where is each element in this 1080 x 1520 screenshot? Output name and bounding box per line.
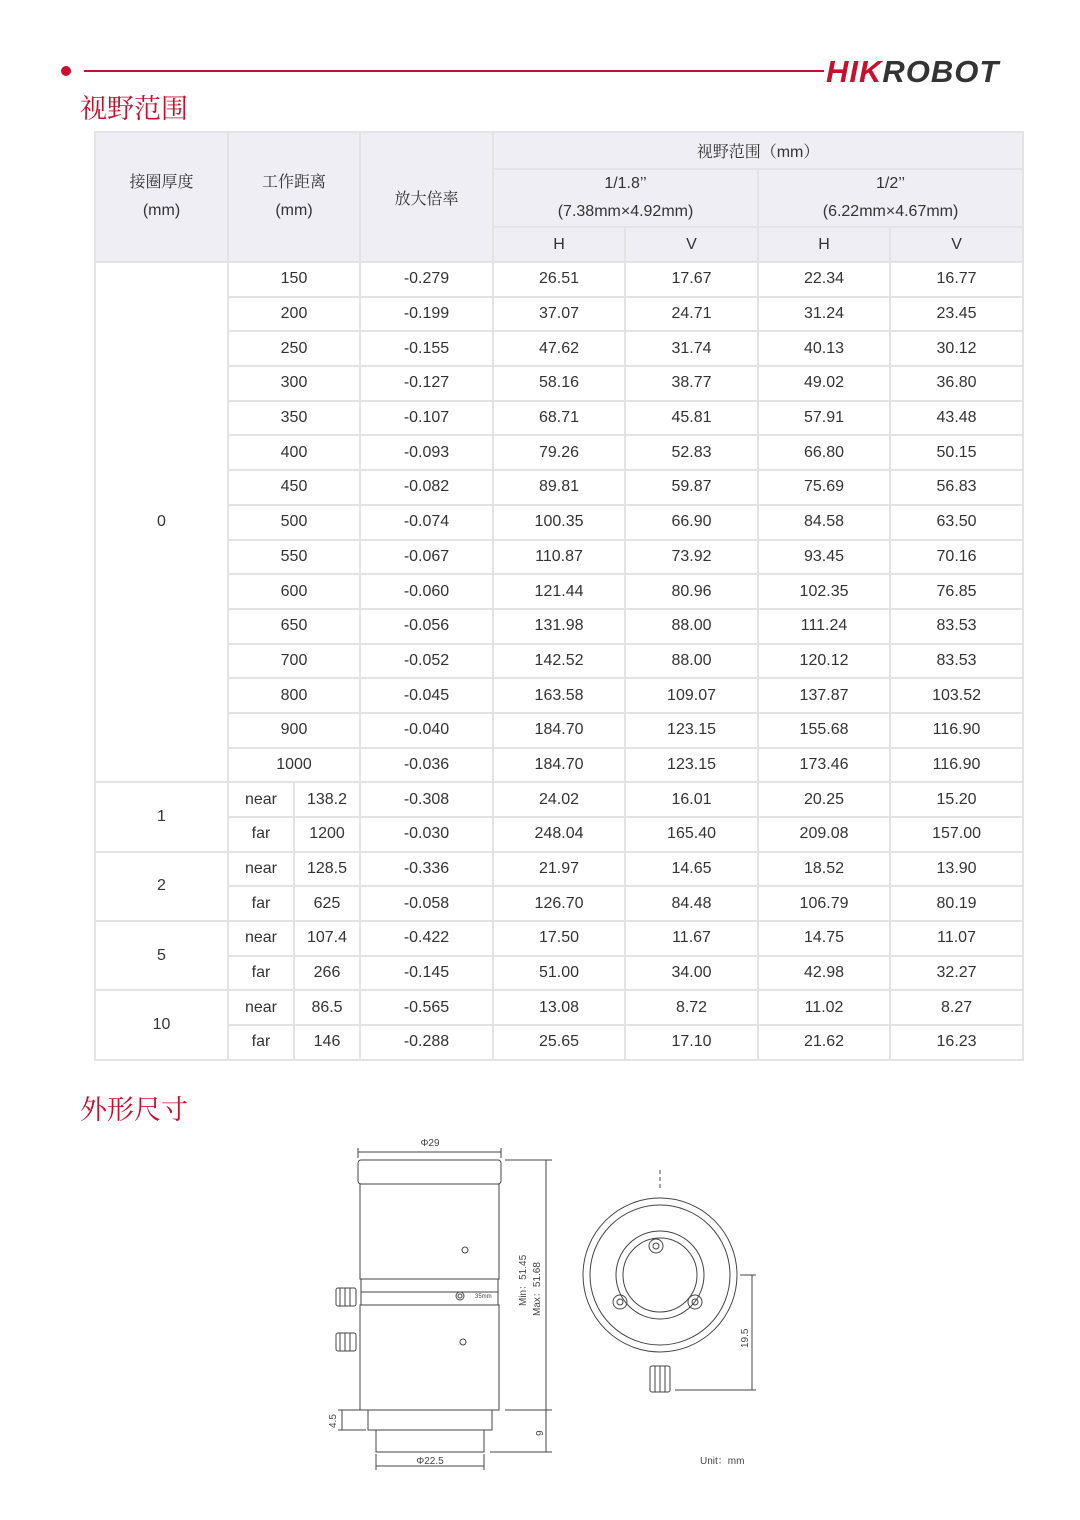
mag-cell: -0.145 — [360, 956, 493, 991]
v2-cell: 13.90 — [890, 852, 1023, 887]
v1-cell: 24.71 — [625, 297, 758, 332]
col-fov-header: 视野范围（mm） — [493, 132, 1023, 169]
v2-cell: 50.15 — [890, 435, 1023, 470]
v1-cell: 31.74 — [625, 331, 758, 366]
h2-cell: 31.24 — [758, 297, 890, 332]
v2-cell: 157.00 — [890, 817, 1023, 852]
h2-cell: 14.75 — [758, 921, 890, 956]
unit-label: Unit：mm — [700, 1456, 745, 1467]
mag-cell: -0.067 — [360, 540, 493, 575]
h2-cell: 111.24 — [758, 609, 890, 644]
h2-cell: 93.45 — [758, 540, 890, 575]
h2-cell: 22.34 — [758, 262, 890, 297]
position-cell: near — [228, 852, 294, 887]
spacer-cell: 5 — [95, 921, 228, 990]
h2-cell: 21.62 — [758, 1025, 890, 1060]
wd-cell: 138.2 — [294, 782, 360, 817]
h1-cell: 248.04 — [493, 817, 625, 852]
table-row — [95, 748, 1023, 783]
position-cell: far — [228, 886, 294, 921]
h1-cell: 110.87 — [493, 540, 625, 575]
mag-cell: -0.060 — [360, 574, 493, 609]
wd-cell: 146 — [294, 1025, 360, 1060]
h1-cell: 37.07 — [493, 297, 625, 332]
wd-cell: 600 — [228, 574, 360, 609]
dia-bottom-label: Φ22.5 — [416, 1456, 444, 1467]
wd-cell: 650 — [228, 609, 360, 644]
table-row — [95, 921, 1023, 956]
h1-cell: 184.70 — [493, 713, 625, 748]
h1-cell: 26.51 — [493, 262, 625, 297]
table-row — [95, 956, 1023, 991]
v2-cell: 23.45 — [890, 297, 1023, 332]
table-row — [95, 366, 1023, 401]
h1-cell: 184.70 — [493, 748, 625, 783]
v2-cell: 15.20 — [890, 782, 1023, 817]
h2-cell: 84.58 — [758, 505, 890, 540]
dimension-drawing — [300, 1130, 780, 1475]
v1-cell: 165.40 — [625, 817, 758, 852]
length-min-label: Min：51.45 — [518, 1254, 529, 1306]
col-spacer-unit: (mm) — [142, 202, 181, 219]
v1-cell: 88.00 — [625, 644, 758, 679]
col-spacer-label: 接圈厚度 — [129, 174, 194, 191]
wd-cell: 1200 — [294, 817, 360, 852]
h2-cell: 66.80 — [758, 435, 890, 470]
mag-cell: -0.127 — [360, 366, 493, 401]
table-row — [95, 540, 1023, 575]
v2-cell: 56.83 — [890, 470, 1023, 505]
h1-cell: 121.44 — [493, 574, 625, 609]
position-cell: far — [228, 817, 294, 852]
v1-cell: 52.83 — [625, 435, 758, 470]
col-wd-label: 工作距离 — [262, 174, 327, 191]
table-row — [95, 817, 1023, 852]
spacer-cell: 0 — [95, 262, 228, 782]
length-max-label: Max：51.68 — [532, 1262, 543, 1316]
spacer-cell: 2 — [95, 852, 228, 921]
v1-cell: 88.00 — [625, 609, 758, 644]
v1-cell: 34.00 — [625, 956, 758, 991]
position-cell: near — [228, 921, 294, 956]
page-header — [0, 0, 1080, 100]
logo-robot: ROBOT — [882, 54, 1000, 89]
h1-cell: 13.08 — [493, 990, 625, 1025]
position-cell: near — [228, 782, 294, 817]
table-row — [95, 1025, 1023, 1060]
screw-height-label: 19.5 — [740, 1328, 751, 1348]
wd-cell: 128.5 — [294, 852, 360, 887]
table-row — [95, 470, 1023, 505]
h2-cell: 102.35 — [758, 574, 890, 609]
v1-cell: 17.67 — [625, 262, 758, 297]
table-row — [95, 331, 1023, 366]
v2-cell: 32.27 — [890, 956, 1023, 991]
section-title-fov: 视野范围 — [80, 94, 188, 125]
col-v1: V — [625, 227, 758, 262]
sensor1-label: 1/1.8’’ — [604, 175, 647, 192]
v1-cell: 123.15 — [625, 713, 758, 748]
h1-cell: 142.52 — [493, 644, 625, 679]
h1-cell: 131.98 — [493, 609, 625, 644]
h1-cell: 21.97 — [493, 852, 625, 887]
table-row — [95, 401, 1023, 436]
v2-cell: 80.19 — [890, 886, 1023, 921]
mag-cell: -0.336 — [360, 852, 493, 887]
mag-cell: -0.045 — [360, 678, 493, 713]
mag-cell: -0.155 — [360, 331, 493, 366]
v2-cell: 43.48 — [890, 401, 1023, 436]
position-cell: far — [228, 956, 294, 991]
h2-cell: 106.79 — [758, 886, 890, 921]
v2-cell: 76.85 — [890, 574, 1023, 609]
h2-cell: 75.69 — [758, 470, 890, 505]
table-row — [95, 609, 1023, 644]
mag-cell: -0.052 — [360, 644, 493, 679]
mag-cell: -0.093 — [360, 435, 493, 470]
table-row — [95, 990, 1023, 1025]
table-row — [95, 782, 1023, 817]
col-mag-header: 放大倍率 — [360, 132, 493, 262]
v1-cell: 17.10 — [625, 1025, 758, 1060]
wd-cell: 450 — [228, 470, 360, 505]
spacer-cell: 1 — [95, 782, 228, 851]
logo-hik: HIK — [826, 54, 883, 89]
col-wd-header — [228, 132, 360, 262]
v2-cell: 103.52 — [890, 678, 1023, 713]
table-row — [95, 713, 1023, 748]
h1-cell: 25.65 — [493, 1025, 625, 1060]
v1-cell: 123.15 — [625, 748, 758, 783]
header-dot — [61, 66, 71, 76]
v2-cell: 36.80 — [890, 366, 1023, 401]
table-row — [95, 574, 1023, 609]
col-v2: V — [890, 227, 1023, 262]
mag-cell: -0.058 — [360, 886, 493, 921]
v2-cell: 116.90 — [890, 713, 1023, 748]
mount-length-label: 9 — [535, 1430, 546, 1436]
h2-cell: 40.13 — [758, 331, 890, 366]
v2-cell: 116.90 — [890, 748, 1023, 783]
h1-cell: 126.70 — [493, 886, 625, 921]
sensor2-header — [758, 169, 1023, 227]
v2-cell: 63.50 — [890, 505, 1023, 540]
h2-cell: 137.87 — [758, 678, 890, 713]
mag-cell: -0.199 — [360, 297, 493, 332]
wd-cell: 150 — [228, 262, 360, 297]
h1-cell: 100.35 — [493, 505, 625, 540]
col-h1: H — [493, 227, 625, 262]
wd-cell: 266 — [294, 956, 360, 991]
v1-cell: 73.92 — [625, 540, 758, 575]
position-cell: near — [228, 990, 294, 1025]
spacer-cell: 10 — [95, 990, 228, 1059]
wd-cell: 800 — [228, 678, 360, 713]
h2-cell: 18.52 — [758, 852, 890, 887]
mag-cell: -0.107 — [360, 401, 493, 436]
flange-label: 4.5 — [328, 1414, 339, 1428]
v2-cell: 16.23 — [890, 1025, 1023, 1060]
sensor1-header — [493, 169, 758, 227]
h2-cell: 173.46 — [758, 748, 890, 783]
mag-cell: -0.082 — [360, 470, 493, 505]
table-row — [95, 262, 1023, 297]
v1-cell: 16.01 — [625, 782, 758, 817]
table-row — [95, 297, 1023, 332]
v1-cell: 11.67 — [625, 921, 758, 956]
wd-cell: 107.4 — [294, 921, 360, 956]
table-row — [95, 435, 1023, 470]
sensor1-size: (7.38mm×4.92mm) — [557, 203, 694, 220]
h2-cell: 20.25 — [758, 782, 890, 817]
wd-cell: 350 — [228, 401, 360, 436]
wd-cell: 625 — [294, 886, 360, 921]
h1-cell: 89.81 — [493, 470, 625, 505]
fov-table — [94, 131, 1024, 1061]
col-h2: H — [758, 227, 890, 262]
h2-cell: 57.91 — [758, 401, 890, 436]
v2-cell: 83.53 — [890, 644, 1023, 679]
wd-cell: 1000 — [228, 748, 360, 783]
mag-cell: -0.565 — [360, 990, 493, 1025]
table-row — [95, 852, 1023, 887]
table-row — [95, 886, 1023, 921]
v2-cell: 83.53 — [890, 609, 1023, 644]
col-wd-unit: (mm) — [275, 202, 313, 219]
h2-cell: 155.68 — [758, 713, 890, 748]
mag-cell: -0.279 — [360, 262, 493, 297]
header-rule — [84, 70, 824, 72]
mag-cell: -0.030 — [360, 817, 493, 852]
v2-cell: 8.27 — [890, 990, 1023, 1025]
v1-cell: 14.65 — [625, 852, 758, 887]
mag-cell: -0.288 — [360, 1025, 493, 1060]
brand-logo — [826, 54, 999, 90]
h2-cell: 42.98 — [758, 956, 890, 991]
table-row — [95, 505, 1023, 540]
wd-cell: 250 — [228, 331, 360, 366]
mag-cell: -0.422 — [360, 921, 493, 956]
lens-front-view — [583, 1170, 756, 1392]
h2-cell: 209.08 — [758, 817, 890, 852]
v1-cell: 38.77 — [625, 366, 758, 401]
wd-cell: 200 — [228, 297, 360, 332]
v1-cell: 109.07 — [625, 678, 758, 713]
v2-cell: 70.16 — [890, 540, 1023, 575]
wd-cell: 400 — [228, 435, 360, 470]
h1-cell: 79.26 — [493, 435, 625, 470]
v1-cell: 59.87 — [625, 470, 758, 505]
sensor2-label: 1/2’’ — [876, 175, 906, 192]
wd-cell: 900 — [228, 713, 360, 748]
h1-cell: 51.00 — [493, 956, 625, 991]
h1-cell: 68.71 — [493, 401, 625, 436]
wd-cell: 500 — [228, 505, 360, 540]
h1-cell: 163.58 — [493, 678, 625, 713]
v2-cell: 30.12 — [890, 331, 1023, 366]
v2-cell: 16.77 — [890, 262, 1023, 297]
h2-cell: 11.02 — [758, 990, 890, 1025]
h2-cell: 120.12 — [758, 644, 890, 679]
v2-cell: 11.07 — [890, 921, 1023, 956]
h2-cell: 49.02 — [758, 366, 890, 401]
sensor2-size: (6.22mm×4.67mm) — [822, 203, 959, 220]
wd-cell: 86.5 — [294, 990, 360, 1025]
wd-cell: 300 — [228, 366, 360, 401]
mag-cell: -0.040 — [360, 713, 493, 748]
v1-cell: 8.72 — [625, 990, 758, 1025]
col-spacer-header — [95, 132, 228, 262]
table-row — [95, 678, 1023, 713]
h1-cell: 17.50 — [493, 921, 625, 956]
v1-cell: 80.96 — [625, 574, 758, 609]
position-cell: far — [228, 1025, 294, 1060]
table-row — [95, 644, 1023, 679]
lens-side-view — [336, 1148, 552, 1470]
h1-cell: 47.62 — [493, 331, 625, 366]
mag-cell: -0.036 — [360, 748, 493, 783]
v1-cell: 66.90 — [625, 505, 758, 540]
mag-cell: -0.308 — [360, 782, 493, 817]
h1-cell: 24.02 — [493, 782, 625, 817]
section-title-dimensions: 外形尺寸 — [80, 1095, 188, 1126]
wd-cell: 700 — [228, 644, 360, 679]
wd-cell: 550 — [228, 540, 360, 575]
mag-cell: -0.074 — [360, 505, 493, 540]
dia-top-label: Φ29 — [420, 1138, 440, 1149]
v1-cell: 45.81 — [625, 401, 758, 436]
h1-cell: 58.16 — [493, 366, 625, 401]
v1-cell: 84.48 — [625, 886, 758, 921]
ring-label: 35mm — [475, 1294, 492, 1300]
mag-cell: -0.056 — [360, 609, 493, 644]
